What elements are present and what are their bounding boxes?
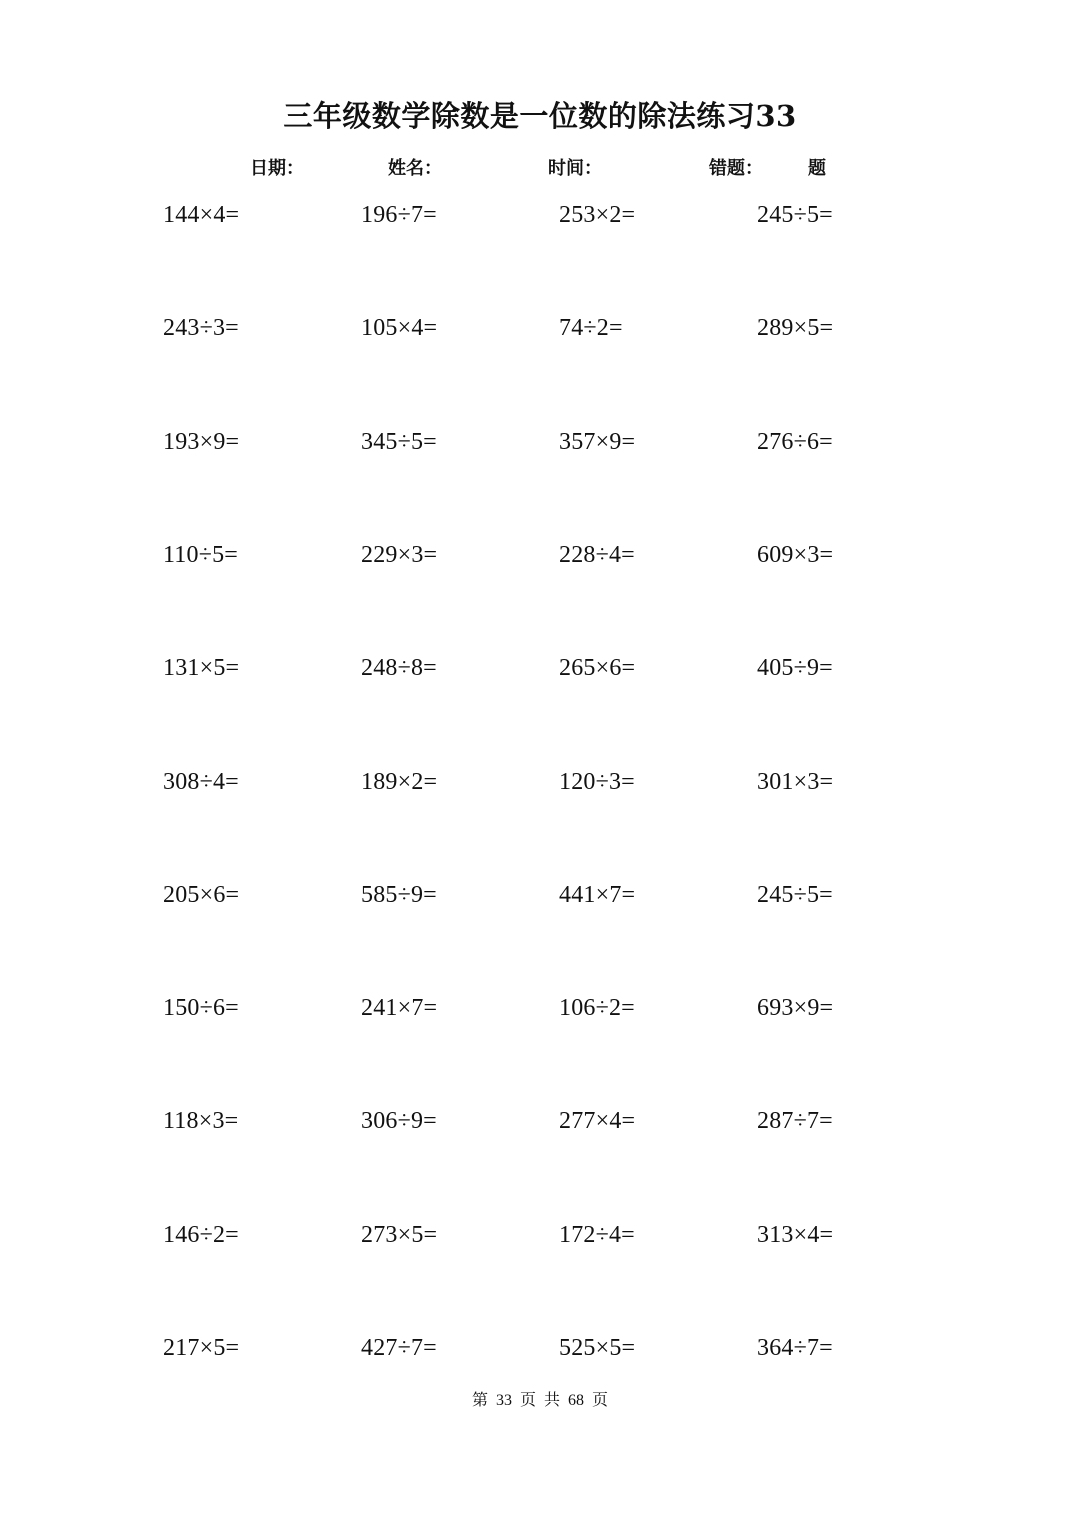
problem-r5-c4: 405÷9=	[757, 655, 833, 681]
problem-r10-c1: 146÷2=	[163, 1222, 239, 1248]
date-label: 日期：	[250, 158, 304, 179]
problem-r2-c1: 243÷3=	[163, 315, 239, 341]
problem-r1-c2: 196÷7=	[361, 202, 437, 228]
problem-r6-c4: 301×3=	[757, 769, 834, 795]
problem-r3-c2: 345÷5=	[361, 429, 437, 455]
problem-r5-c1: 131×5=	[163, 655, 240, 681]
problem-r11-c4: 364÷7=	[757, 1335, 833, 1361]
problem-r7-c1: 205×6=	[163, 882, 240, 908]
name-label: 姓名：	[388, 158, 442, 179]
problem-r10-c2: 273×5=	[361, 1222, 438, 1248]
problem-r10-c4: 313×4=	[757, 1222, 834, 1248]
problem-r2-c3: 74÷2=	[559, 315, 623, 341]
problem-r1-c3: 253×2=	[559, 202, 636, 228]
problem-r6-c1: 308÷4=	[163, 769, 239, 795]
problem-r10-c3: 172÷4=	[559, 1222, 635, 1248]
problem-r9-c3: 277×4=	[559, 1108, 636, 1134]
problem-r8-c3: 106÷2=	[559, 995, 635, 1021]
problem-r11-c1: 217×5=	[163, 1335, 240, 1361]
problem-r11-c2: 427÷7=	[361, 1335, 437, 1361]
problem-r4-c4: 609×3=	[757, 542, 834, 568]
problem-r4-c2: 229×3=	[361, 542, 438, 568]
problem-r8-c4: 693×9=	[757, 995, 834, 1021]
problem-r1-c4: 245÷5=	[757, 202, 833, 228]
problem-r11-c3: 525×5=	[559, 1335, 636, 1361]
errors-unit: 题	[808, 158, 826, 179]
problem-r1-c1: 144×4=	[163, 202, 240, 228]
problem-r9-c4: 287÷7=	[757, 1108, 833, 1134]
problem-r4-c3: 228÷4=	[559, 542, 635, 568]
problem-r2-c2: 105×4=	[361, 315, 438, 341]
problem-r8-c2: 241×7=	[361, 995, 438, 1021]
problem-r9-c1: 118×3=	[163, 1108, 239, 1134]
time-label: 时间：	[548, 158, 602, 179]
problem-r7-c2: 585÷9=	[361, 882, 437, 908]
problem-r4-c1: 110÷5=	[163, 542, 239, 568]
problem-r7-c4: 245÷5=	[757, 882, 833, 908]
problem-r6-c2: 189×2=	[361, 769, 438, 795]
problem-r5-c3: 265×6=	[559, 655, 636, 681]
problem-r5-c2: 248÷8=	[361, 655, 437, 681]
errors-label: 错题：	[709, 158, 763, 179]
problem-r3-c1: 193×9=	[163, 429, 240, 455]
problem-r3-c3: 357×9=	[559, 429, 636, 455]
problem-r8-c1: 150÷6=	[163, 995, 239, 1021]
problem-r9-c2: 306÷9=	[361, 1108, 437, 1134]
problem-r6-c3: 120÷3=	[559, 769, 635, 795]
problem-r2-c4: 289×5=	[757, 315, 834, 341]
page-footer: 第 33 页 共 68 页	[471, 1392, 608, 1409]
problem-r3-c4: 276÷6=	[757, 429, 833, 455]
page-title: 三年级数学除数是一位数的除法练习33	[283, 99, 797, 133]
problem-r7-c3: 441×7=	[559, 882, 636, 908]
